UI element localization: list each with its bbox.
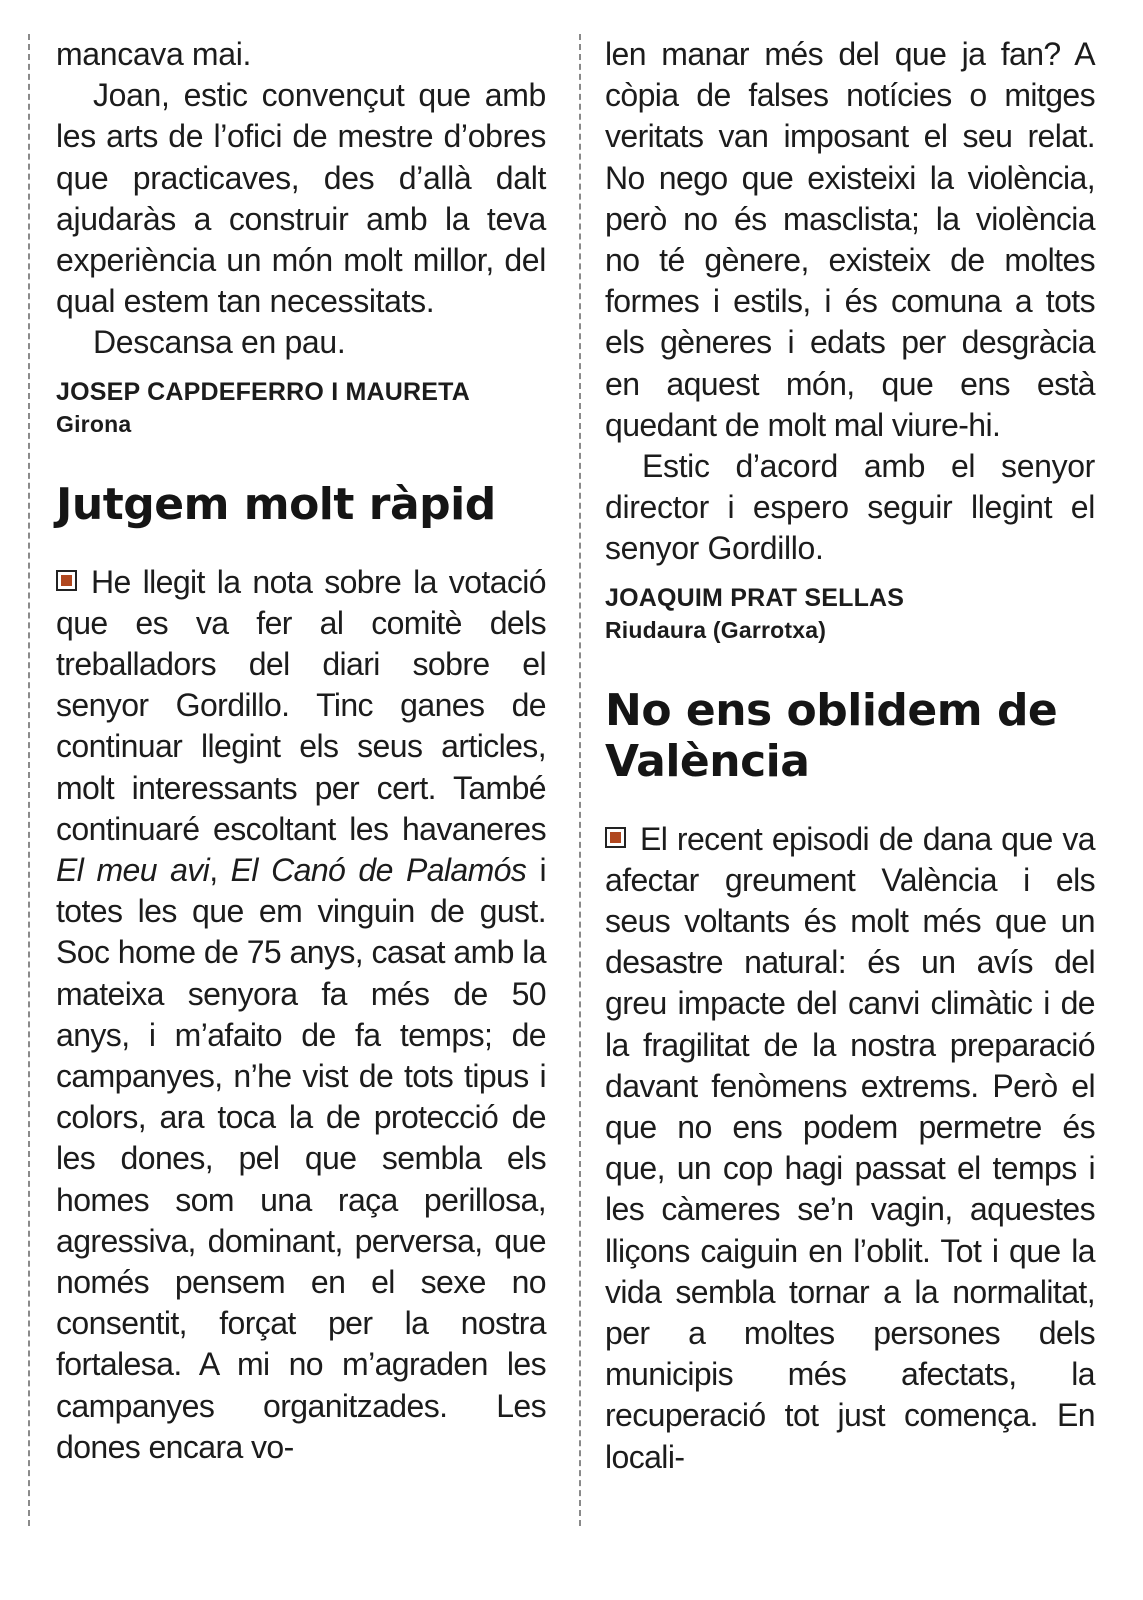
column-divider-middle (579, 34, 581, 1526)
square-bullet-icon (56, 570, 77, 591)
author-location: Riudaura (Garrotxa) (605, 616, 827, 643)
left-column (56, 34, 546, 1468)
paragraph: Joan, estic convençut que amb les arts de l’ofici de mestre d’obres que practicaves, des d’allà dalt ajudaràs a construir amb la teva experiència un món molt millor, del qual estem tan necessitats. (56, 77, 546, 320)
letter-body (56, 562, 546, 1468)
letter-body (605, 819, 1095, 1478)
author-name: JOSEP CAPDEFERRO I MAURETA (56, 377, 471, 406)
paragraph: mancava mai. (56, 36, 251, 72)
body-text: i totes les que em vinguin de gust. Soc home de 75 anys, casat amb la mateixa senyora fa més de 50 anys, i m’afaito de fa temps; de campanyes, n’he vist de tots tipus i colors, ara toca la de protecció de les dones, pel que sembla els homes som una raça perillosa, agressiva, dominant, perversa, que només pensem en el sexe no consentit, forçat per la nostra fortalesa. A mi no m’agraden les campanyes organitzades. Les dones encara vo- (56, 852, 546, 1465)
square-bullet-icon (605, 827, 626, 848)
song-title: El Canó de Palamós (230, 852, 527, 889)
paragraph: len manar més del que ja fan? A còpia de falses notícies o mitges veritats van imposant el seu relat. No nego que existeixi la violència, però no és masclista; la violència no té gènere, existeix de moltes formes i estils, i és comuna a tots els gèneres i edats per desgràcia en aquest món, que ens està quedant de molt mal viure-hi. (605, 36, 1095, 443)
letter-headline: Jutgem molt ràpid (56, 478, 496, 530)
letter-headline (605, 685, 1095, 787)
body-text: El recent episodi de dana que va afectar greument València i els seus voltants és molt més que un desastre natural: és un avís del greu impacte del canvi climàtic i de la fragilitat de la nostra preparació davant fenòmens extrems. Però el que no ens podem permetre és que, un cop hagi passat el temps i les càmeres se’n vagin, aquestes lliçons caiguin en l’oblit. Tot i que la vida sembla tornar a la normalitat, per a moltes persones dels municipis més afectats, la recuperació tot just comença. En locali- (605, 820, 1095, 1475)
headline-line: No ens oblidem de (605, 684, 1058, 736)
headline-line: València (605, 735, 810, 787)
body-text: He llegit la nota sobre la votació que es va fer al comitè dels treballadors del diari sobre el senyor Gordillo. Tinc ganes de continuar llegint els seus articles, molt interessants per cert. També continuaré escoltant les havaneres (56, 563, 546, 847)
separator: , (209, 852, 231, 889)
paragraph: Estic d’acord amb el senyor director i espero seguir llegint el senyor Gordillo. (605, 448, 1095, 567)
column-divider-left (28, 34, 30, 1526)
author-name: JOAQUIM PRAT SELLAS (605, 583, 905, 612)
author-location: Girona (56, 410, 132, 437)
song-title: El meu avi (56, 852, 210, 889)
paragraph: Descansa en pau. (93, 324, 346, 361)
right-column (605, 34, 1095, 1478)
